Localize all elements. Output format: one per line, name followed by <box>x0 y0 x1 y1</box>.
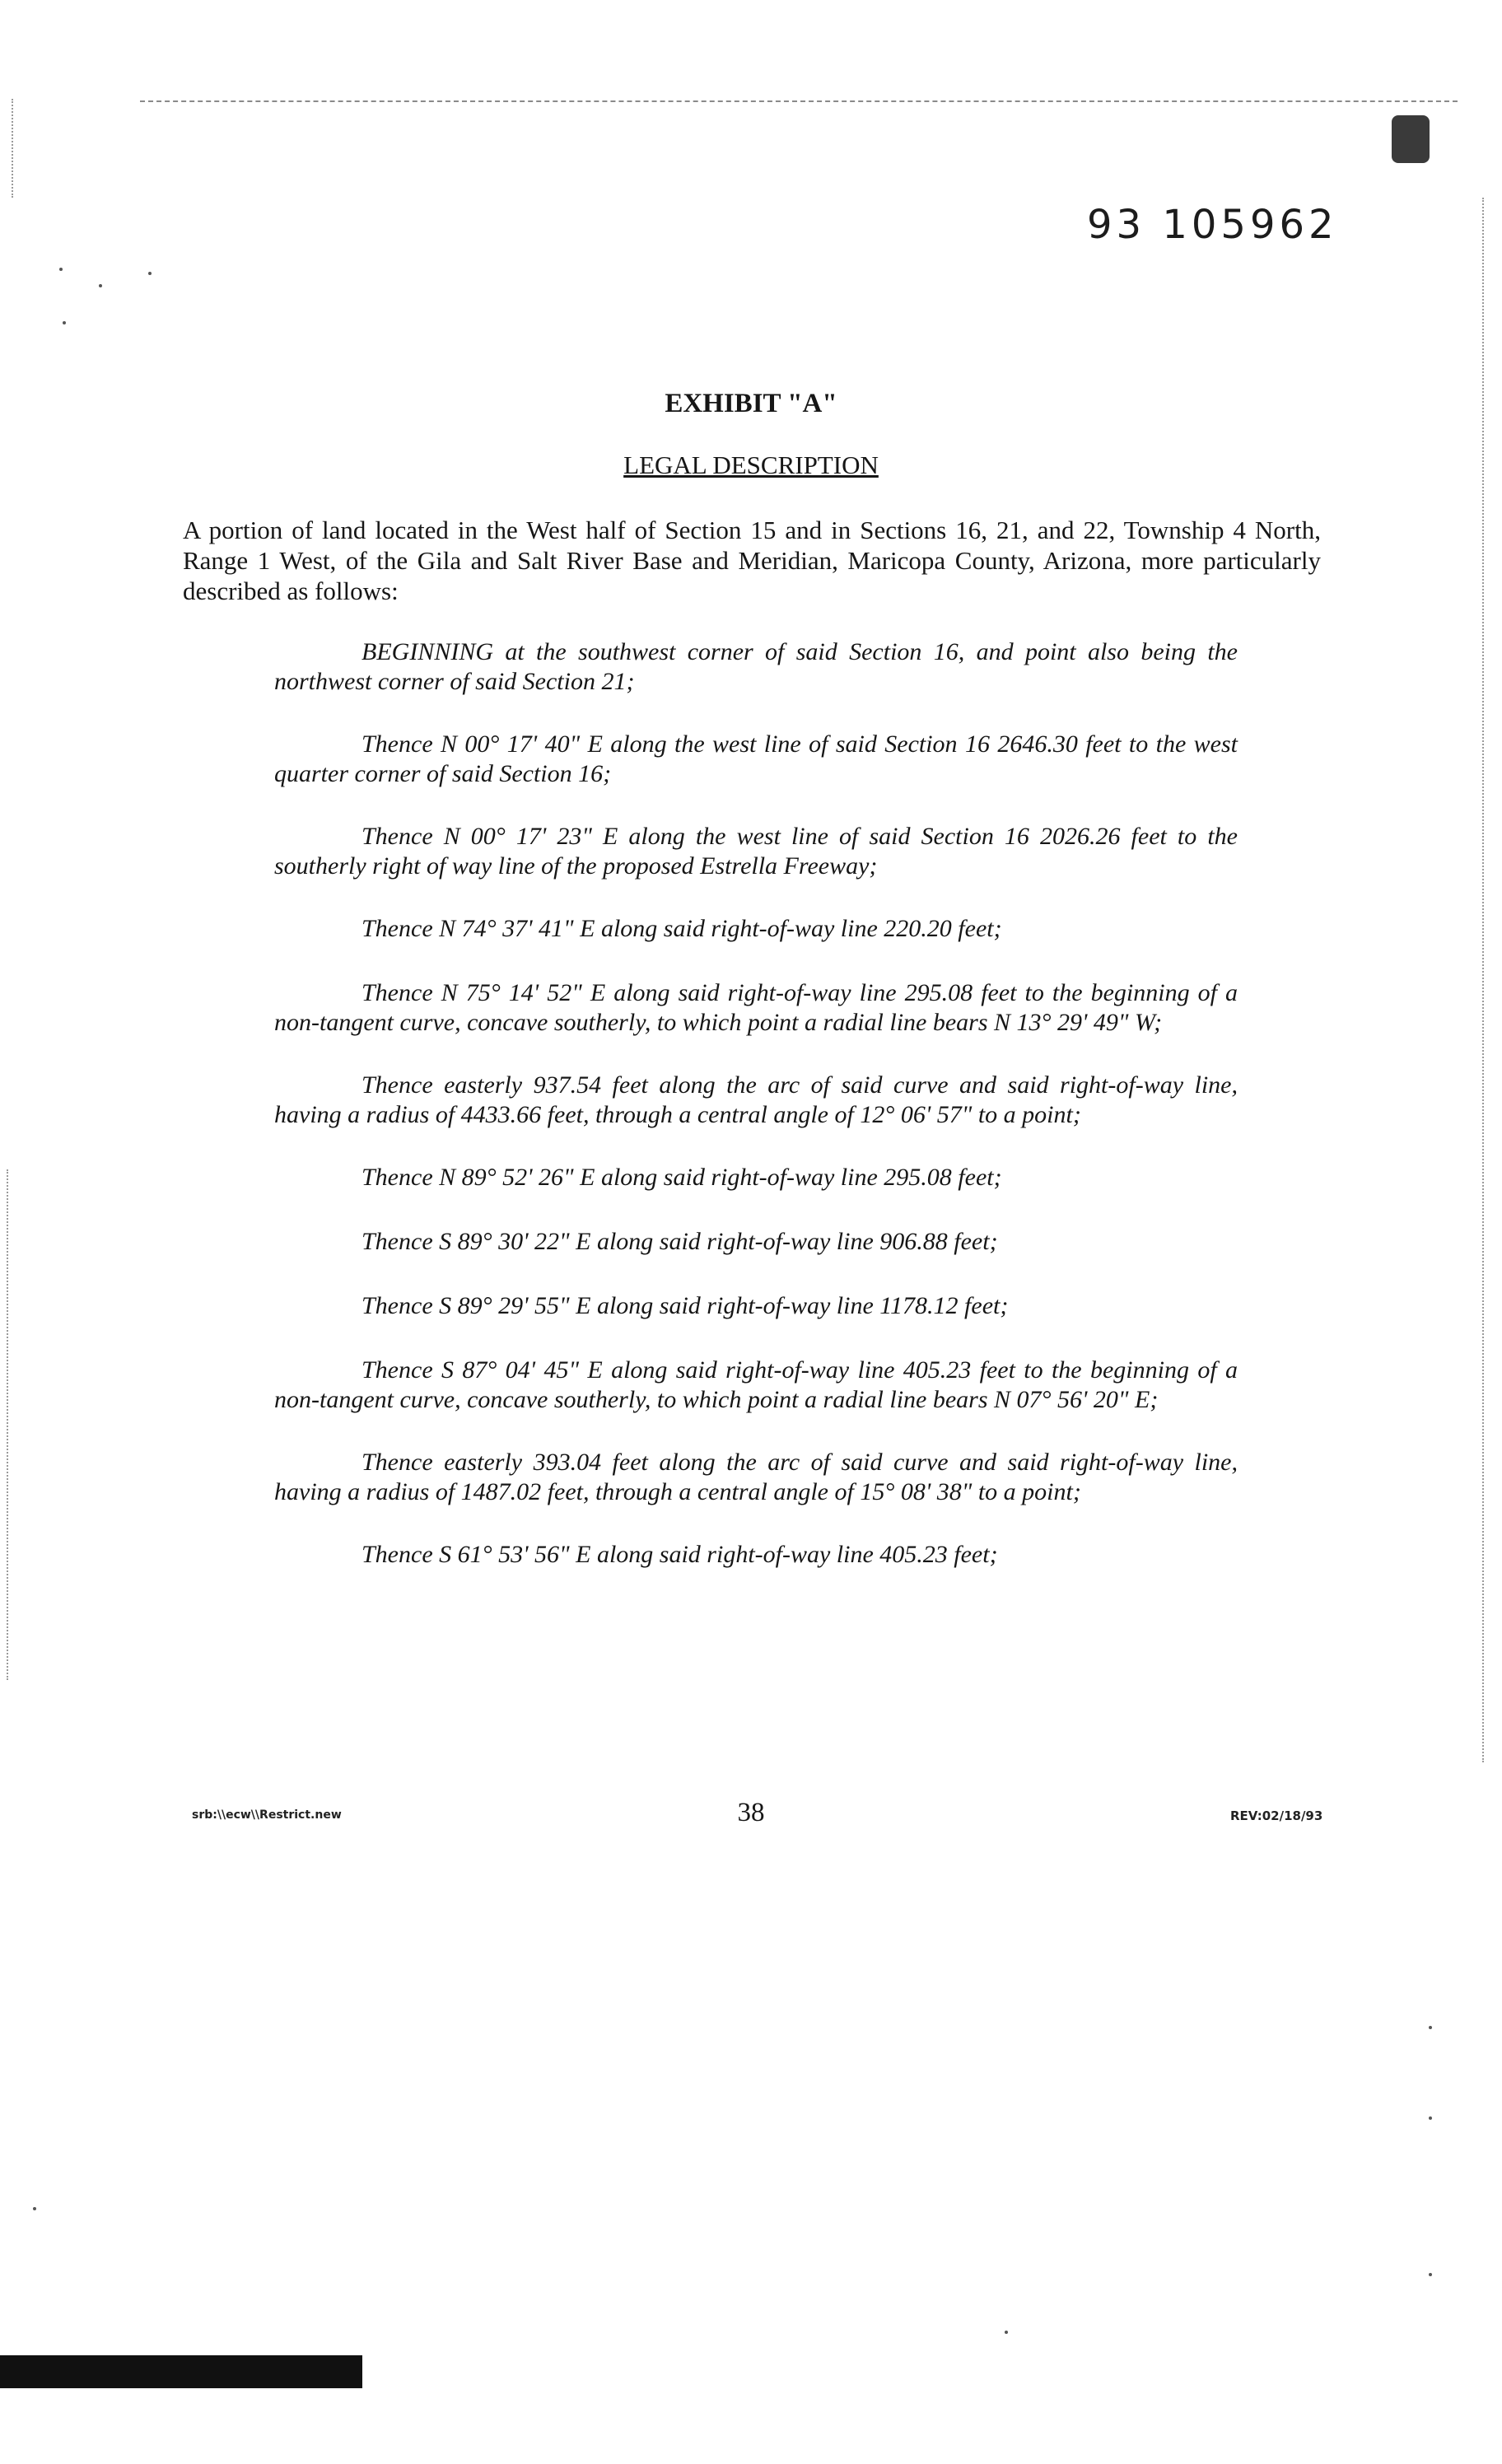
scan-speck <box>33 2207 36 2210</box>
scan-right-edge <box>1482 198 1484 1762</box>
scan-speck <box>1429 2116 1432 2120</box>
scan-speck <box>1429 2273 1432 2276</box>
course-item: Thence N 00° 17' 23" E along the west line of said Section 16 2026.26 feet to the southerly right of way line of the proposed Estrella Freeway; <box>274 823 1238 880</box>
course-item: Thence N 74° 37' 41" E along said right-of-way line 220.20 feet; <box>362 915 1002 942</box>
course-item: BEGINNING at the southwest corner of said Section 16, and point also being the northwest corner of said Section 21; <box>274 638 1238 695</box>
recording-number: 93 105962 <box>1087 202 1338 248</box>
course-item: Thence N 89° 52' 26" E along said right-of-way line 295.08 feet; <box>362 1164 1002 1191</box>
scan-edge-line <box>140 100 1458 102</box>
course-item: Thence S 61° 53' 56" E along said right-of-way line 405.23 feet; <box>362 1541 998 1568</box>
course-item: Thence S 89° 29' 55" E along said right-of-way line 1178.12 feet; <box>362 1292 1009 1319</box>
scan-speck <box>59 268 63 271</box>
scan-speck <box>99 284 102 287</box>
intro-paragraph: A portion of land located in the West half of Section 15 and in Sections 16, 21, and 22, Township 4 North, Range 1 West, of the Gila and Salt River Base and Meridian, Maricopa County, Arizona, more particularly described as follows: <box>183 516 1321 605</box>
scan-left-edge <box>7 1169 8 1680</box>
scan-bottom-bar <box>0 2355 362 2388</box>
course-item: Thence N 75° 14' 52" E along said right-of-way line 295.08 feet to the beginning of a non-tangent curve, concave southerly, to which point a radial line bears N 13° 29' 49" W; <box>274 979 1238 1036</box>
scan-speck <box>63 321 66 324</box>
section-heading: LEGAL DESCRIPTION <box>623 450 879 479</box>
footer-file-path: srb:\\ecw\\Restrict.new <box>192 1808 342 1822</box>
course-item: Thence S 87° 04' 45" E along said right-of-way line 405.23 feet to the beginning of a non-tangent curve, concave southerly, to which point a radial line bears N 07° 56' 20" E; <box>274 1356 1238 1413</box>
course-item: Thence easterly 393.04 feet along the arc of said curve and said right-of-way line, having a radius of 1487.02 feet, through a central angle of 15° 08' 38" to a point; <box>274 1449 1238 1505</box>
page-number: 38 <box>737 1798 765 1827</box>
scan-speck <box>1005 2331 1008 2334</box>
exhibit-title: EXHIBIT "A" <box>665 389 837 418</box>
scan-left-edge <box>12 99 13 198</box>
footer-revision: REV:02/18/93 <box>1230 1808 1323 1823</box>
scan-speck <box>1429 2026 1432 2029</box>
course-list <box>274 637 1238 1604</box>
scan-speck <box>148 272 152 275</box>
course-item: Thence N 00° 17' 40" E along the west line of said Section 16 2646.30 feet to the west quarter corner of said Section 16; <box>274 730 1238 787</box>
scan-corner-blot <box>1392 115 1430 163</box>
course-item: Thence S 89° 30' 22" E along said right-of-way line 906.88 feet; <box>362 1228 998 1255</box>
course-item: Thence easterly 937.54 feet along the arc of said curve and said right-of-way line, having a radius of 4433.66 feet, through a central angle of 12° 06' 57" to a point; <box>274 1071 1238 1128</box>
